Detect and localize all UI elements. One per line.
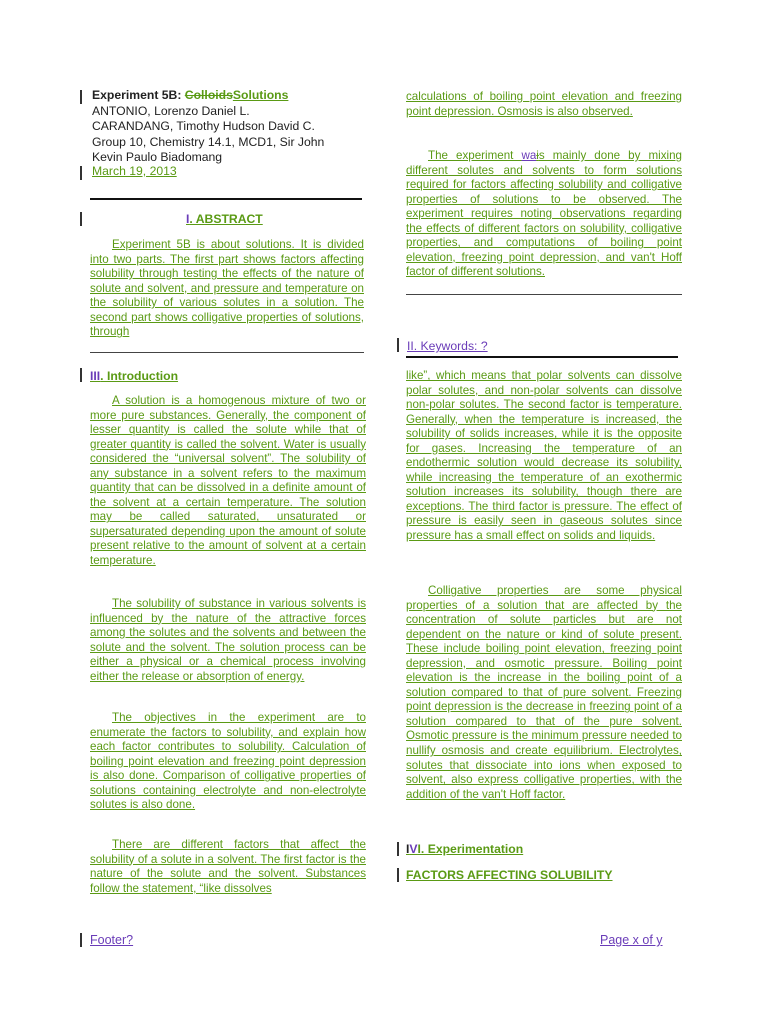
abstract-divider [90, 352, 364, 353]
abstract-text: Experiment 5B is about solutions. It is divided into two parts. The first part shows factors affecting solubility through testing the effects of the nature of solute and solvent, and pressure and temperature on the solubility of various solutes in a solution. The second part shows colligative properties of solutions, through [90, 238, 364, 339]
title-prefix: Experiment 5B: [92, 88, 185, 102]
introduction-heading-text: . Introduction [100, 369, 179, 383]
experimentation-heading-text: I. Experimentation [417, 842, 524, 856]
authors-line: Group 10, Chemistry 14.1, MCD1, Sir John [92, 134, 325, 149]
document-title [92, 88, 372, 104]
introduction-paragraph: The objectives in the experiment are to enumerate the factors to solubility, and explain how each factor contributes to solubility. Calculation of boiling point elevation and freezing point depression is also done. Comparison of colligative properties of solutions containing electrolyte and non-electrolyte solutes is also done. [90, 711, 366, 812]
authors-line: CARANDANG, Timothy Hudson David C. [92, 119, 315, 134]
introduction-paragraph: The solubility of substance in various solvents is influenced by the nature of the attractive forces among the solutes and the solvents and between the solute and the solvent. The solution process can be either a physical or a chemical process involving either the release or absorption of energy. [90, 597, 366, 683]
introduction-paragraph: A solution is a homogenous mixture of two or more pure substances. Generally, the component of lesser quantity is called the solute while that of greater quantity is called the solvent. Water is usually considered the “universal solvent”. The solubility of any substance in a solvent refers to the maximum quantity that can be dissolved in a definite amount of the solvent at a certain temperature. The solution may be called saturated, unsaturated or supersaturated depending upon the amount of solute present relative to the amount of solvent at a certain temperature. [90, 394, 366, 568]
change-bar [397, 868, 399, 882]
abstract-continuation: calculations of boiling point elevation and freezing point depression. Osmosis is also observed. [406, 90, 682, 118]
keywords-divider [406, 356, 678, 358]
document-date: March 19, 2013 [92, 164, 177, 178]
change-bar [80, 933, 82, 947]
title-deleted-text: Colloids [184, 88, 233, 102]
header-divider [90, 198, 362, 200]
introduction-heading [90, 369, 178, 383]
authors-line: Kevin Paulo Biadomang [92, 150, 223, 165]
change-bar [397, 842, 399, 856]
keywords-label: II. Keywords: ? [407, 339, 488, 353]
change-bar [80, 90, 82, 104]
para2-deleted: i [536, 149, 539, 162]
introduction-heading-prefix: III [90, 369, 101, 383]
introduction-paragraph: Colligative properties are some physical properties of a solution that are affected by the concentration of solute particles but are not dependent on the nature or kind of solute present. These include boiling point elevation, freezing point depression, and osmotic pressure. Boiling point elevation is the increase in the boiling point of a solution compared to that of pure solvent. Freezing point depression is the decrease in freezing point of a solution compared to that of the pure solvent. Osmotic pressure is the minimum pressure needed to nullify osmosis and create equilibrium. Electrolytes, solutes that dissociate into ions when exposed to solvent, also express colligative properties, with the addition of the van't Hoff factor. [406, 584, 682, 801]
document-header [92, 88, 372, 166]
abstract-paragraph-2 [406, 149, 682, 280]
introduction-paragraph: like”, which means that polar solvents can dissolve polar solutes, and non-polar solvents can dissolve non-polar solutes. The second factor is temperature. Generally, when the temperature is increased, the solubility of solids increases, while it is the opposite for gases. Increasing the temperature of an endothermic solution would decrease its solubility, while increasing the temperature of an exothermic solution increases its solubility, though there are exceptions. The third factor is pressure. The effect of pressure is easily seen in gaseous solutes since pressure has a small effect on solids and liquids. [406, 369, 682, 543]
para2-rest: s mainly done by mixing different solutes and solvents to form solutions required for factors affecting solubility and colligative properties of solutions to be observed. The experiment requires noting observations regarding the effects of different factors on solubility, colligative properties, and computations of boiling point elevation, freezing point depression, and van't Hoff factor of different solutions. [406, 149, 682, 279]
change-bar [80, 212, 82, 226]
change-bar [80, 166, 82, 180]
introduction-paragraph: There are different factors that affect the solubility of a solute in a solvent. The first factor is the nature of the solute and the solvent. Substances follow the statement, “like dissolves [90, 838, 366, 895]
abstract-heading-text: . ABSTRACT [189, 212, 263, 226]
footer-left: Footer? [90, 933, 134, 947]
title-inserted-text: Solutions [232, 88, 289, 102]
experimentation-heading [406, 842, 523, 856]
abstract-end-divider [406, 294, 682, 295]
abstract-heading [186, 212, 263, 226]
authors-line: ANTONIO, Lorenzo Daniel L. [92, 103, 250, 118]
change-bar [80, 368, 82, 382]
factors-subheading: FACTORS AFFECTING SOLUBILITY [406, 868, 613, 882]
abstract-heading-prefix: I [186, 212, 190, 226]
footer-page-number: Page x of y [600, 933, 663, 947]
experimentation-heading-mid: V [409, 842, 418, 856]
para2-word: wa [521, 149, 537, 162]
experimentation-heading-prefix: I [406, 842, 410, 856]
change-bar [397, 338, 399, 352]
para2-start: The experiment [428, 149, 522, 162]
